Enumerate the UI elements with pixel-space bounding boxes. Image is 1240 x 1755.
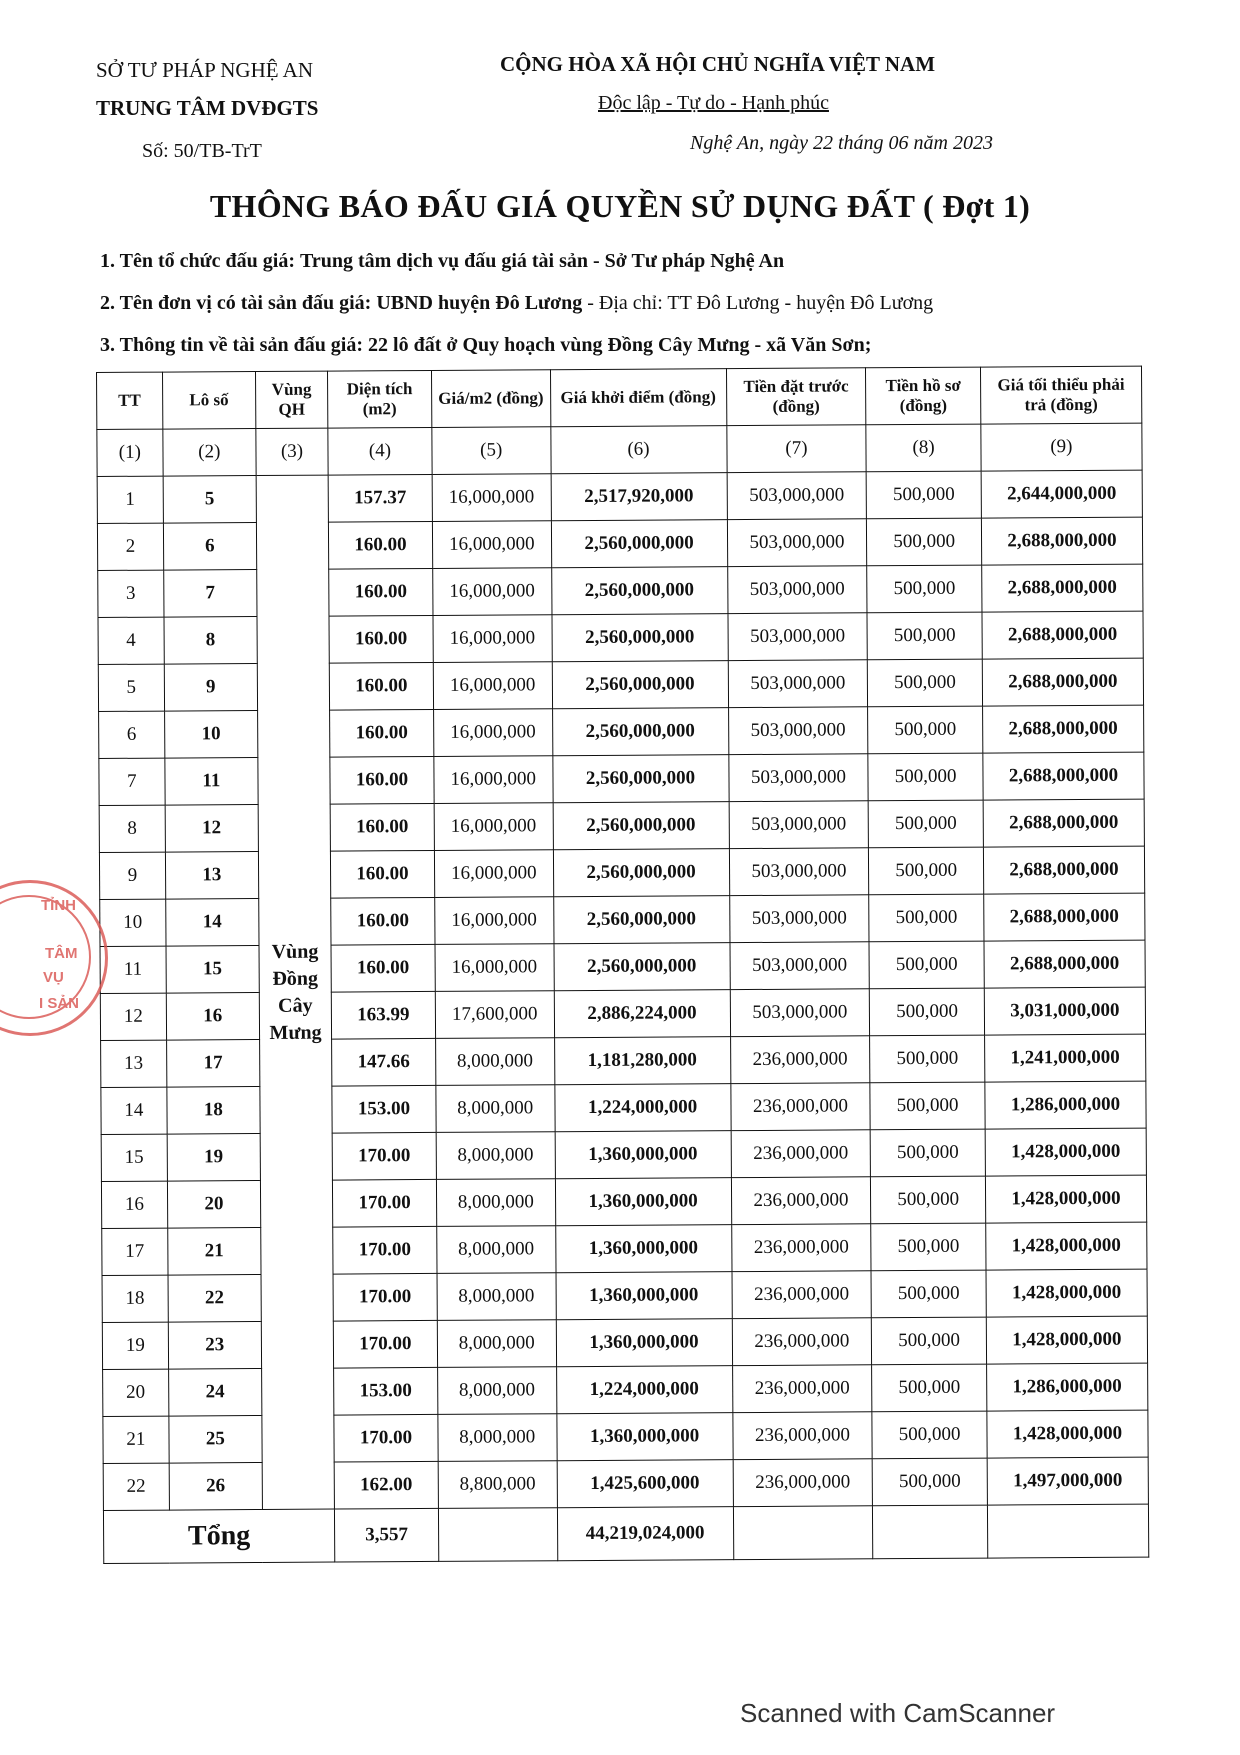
cell-min-pay: 1,428,000,000 [986,1222,1147,1270]
cell-start-price: 2,560,000,000 [552,755,728,803]
cell-deposit: 503,000,000 [729,895,869,943]
cell-min-pay: 2,688,000,000 [981,517,1142,565]
cell-deposit: 503,000,000 [727,613,867,661]
cell-tt: 3 [98,570,164,617]
table-row [102,1269,1147,1322]
table-row [101,1128,1146,1181]
table-header-row [97,366,1142,429]
cell-deposit: 236,000,000 [733,1459,873,1507]
cell-deposit: 503,000,000 [727,472,867,520]
cell-start-price: 1,224,000,000 [554,1084,730,1132]
cell-tt: 7 [99,758,165,805]
table-row [102,1316,1147,1369]
col-header: Diện tích (m2) [328,370,432,428]
info-line-1 [100,250,784,273]
cell-lot: 22 [168,1275,262,1323]
cell-min-pay: 2,688,000,000 [982,658,1143,706]
cell-tt: 21 [103,1416,169,1463]
cell-min-pay: 1,286,000,000 [986,1363,1147,1411]
col-number: (3) [256,428,328,475]
cell-lot: 17 [166,1040,260,1088]
cell-lot: 21 [167,1228,261,1276]
cell-tt: 10 [100,899,166,946]
cell-area: 170.00 [332,1179,436,1227]
cell-price: 16,000,000 [434,850,553,898]
cell-deposit: 503,000,000 [727,519,867,567]
total-empty-fee [873,1505,988,1559]
cell-price: 8,000,000 [438,1414,557,1462]
cell-deposit: 236,000,000 [732,1412,872,1460]
doc-number: Số: 50/TB-TrT [142,140,262,162]
cell-start-price: 2,560,000,000 [553,849,729,897]
nation-title: CỘNG HÒA XÃ HỘI CHỦ NGHĨA VIỆT NAM [500,52,936,76]
cell-start-price: 2,560,000,000 [552,661,728,709]
table-row [99,846,1144,899]
cell-fee: 500,000 [873,1458,988,1506]
cell-fee: 500,000 [868,753,983,801]
cell-deposit: 503,000,000 [729,942,869,990]
cell-min-pay: 2,688,000,000 [984,940,1145,988]
cell-area: 160.00 [328,521,432,569]
info-line-1-label: 1. Tên tổ chức đấu giá: [100,250,295,272]
cell-start-price: 1,360,000,000 [555,1178,731,1226]
cell-tt: 20 [103,1369,169,1416]
cell-tt: 8 [99,805,165,852]
cell-lot: 6 [163,523,257,571]
cell-start-price: 1,360,000,000 [556,1319,732,1367]
place-date: Nghệ An, ngày 22 tháng 06 năm 2023 [690,132,993,154]
table-body [97,470,1149,1563]
cell-deposit: 236,000,000 [730,1083,870,1131]
cell-min-pay: 1,497,000,000 [987,1457,1148,1505]
table-row [100,893,1145,946]
cell-zone: Vùng Đồng Cây Mưng [256,475,334,1509]
cell-deposit: 236,000,000 [732,1318,872,1366]
total-start-price: 44,219,024,000 [557,1507,733,1561]
cell-price: 16,000,000 [432,474,551,522]
cell-min-pay: 1,428,000,000 [987,1410,1148,1458]
col-header: Lô số [162,372,256,430]
cell-deposit: 236,000,000 [731,1130,871,1178]
cell-min-pay: 2,688,000,000 [982,564,1143,612]
col-header: Vùng QH [255,371,327,428]
cell-fee: 500,000 [869,847,984,895]
cell-fee: 500,000 [871,1223,986,1271]
cell-min-pay: 2,688,000,000 [983,752,1144,800]
cell-price: 8,000,000 [436,1085,555,1133]
cell-fee: 500,000 [870,988,985,1036]
cell-lot: 8 [164,617,258,665]
cell-price: 8,000,000 [436,1179,555,1227]
table-row [100,987,1145,1040]
table-row [103,1410,1148,1463]
total-empty-deposit [733,1506,873,1560]
col-header: Giá tối thiểu phải trả (đồng) [980,366,1142,424]
cell-area: 160.00 [330,803,434,851]
cell-price: 8,000,000 [435,1038,554,1086]
cell-fee: 500,000 [871,1129,986,1177]
cell-price: 16,000,000 [432,521,551,569]
stamp-text: I SẢN [39,995,80,1012]
info-line-2-value-rest: - Địa chỉ: TT Đô Lương - huyện Đô Lương [587,292,934,314]
col-number: (6) [550,426,726,474]
cell-lot: 20 [167,1181,261,1229]
info-line-3 [100,334,871,357]
cell-price: 16,000,000 [435,944,554,992]
cell-tt: 17 [102,1228,168,1275]
info-line-2-label: 2. Tên đơn vị có tài sản đấu giá: [100,292,372,314]
cell-start-price: 1,360,000,000 [556,1272,732,1320]
cell-price: 16,000,000 [433,662,552,710]
col-header: TT [97,372,163,429]
table-row [97,517,1142,570]
cell-min-pay: 1,428,000,000 [986,1269,1147,1317]
cell-fee: 500,000 [871,1176,986,1224]
stamp-text: TỈNH [41,897,76,914]
cell-min-pay: 2,644,000,000 [981,470,1142,518]
info-line-1-value: Trung tâm dịch vụ đấu giá tài sản - Sở Tư pháp Nghệ An [299,250,785,272]
total-label: Tổng [103,1509,334,1563]
cell-price: 8,800,000 [438,1461,557,1509]
table-row [98,611,1143,664]
cell-price: 8,000,000 [437,1367,556,1415]
col-number: (1) [97,429,163,476]
cell-min-pay: 2,688,000,000 [982,611,1143,659]
cell-tt: 1 [97,476,163,523]
cell-area: 160.00 [330,850,434,898]
table-row [101,1175,1146,1228]
cell-fee: 500,000 [869,800,984,848]
col-header: Giá/m2 (đồng) [431,370,550,428]
org-line-2: TRUNG TÂM DVĐGTS [96,96,319,120]
cell-start-price: 2,560,000,000 [553,896,729,944]
cell-start-price: 1,181,280,000 [554,1037,730,1085]
cell-tt: 6 [99,711,165,758]
motto: Độc lập - Tự do - Hạnh phúc [598,92,829,114]
cell-area: 160.00 [329,568,433,616]
cell-lot: 15 [166,946,260,994]
cell-fee: 500,000 [872,1411,987,1459]
cell-lot: 18 [167,1087,261,1135]
col-header: Tiền hồ sơ (đồng) [866,367,981,425]
cell-deposit: 503,000,000 [728,754,868,802]
col-number: (2) [163,429,257,477]
cell-start-price: 2,560,000,000 [553,802,729,850]
cell-area: 153.00 [332,1085,436,1133]
cell-fee: 500,000 [868,706,983,754]
cell-area: 160.00 [330,756,434,804]
info-line-3-text: 3. Thông tin về tài sản đấu giá: 22 lô đất ở Quy hoạch vùng Đồng Cây Mưng - xã Văn Sơn; [100,334,872,356]
cell-start-price: 2,517,920,000 [551,473,727,521]
table-row [99,799,1144,852]
cell-price: 16,000,000 [434,756,553,804]
cell-min-pay: 2,688,000,000 [982,705,1143,753]
cell-price: 16,000,000 [433,709,552,757]
auction-table [96,366,1149,1564]
cell-lot: 19 [167,1134,261,1182]
cell-tt: 5 [98,664,164,711]
cell-min-pay: 1,241,000,000 [984,1034,1145,1082]
cell-deposit: 503,000,000 [729,848,869,896]
cell-fee: 500,000 [871,1270,986,1318]
info-line-2-value-bold: UBND huyện Đô Lương [376,292,583,314]
cell-fee: 500,000 [867,565,982,613]
cell-price: 16,000,000 [434,803,553,851]
cell-start-price: 1,425,600,000 [557,1460,733,1508]
cell-area: 160.00 [329,662,433,710]
cell-area: 170.00 [333,1273,437,1321]
cell-tt: 2 [97,523,163,570]
cell-area: 153.00 [334,1367,438,1415]
cell-tt: 14 [101,1087,167,1134]
table-row [98,658,1143,711]
cell-area: 163.99 [331,991,435,1039]
cell-lot: 26 [169,1463,263,1511]
cell-area: 160.00 [329,615,433,663]
cell-lot: 16 [166,993,260,1041]
cell-lot: 7 [163,570,257,618]
cell-min-pay: 1,428,000,000 [985,1175,1146,1223]
cell-area: 157.37 [328,474,432,522]
red-stamp [0,880,108,1036]
cell-price: 8,000,000 [437,1226,556,1274]
cell-lot: 5 [163,476,257,524]
cell-deposit: 236,000,000 [731,1224,871,1272]
table-row [99,752,1144,805]
cell-deposit: 236,000,000 [731,1177,871,1225]
cell-lot: 23 [168,1322,262,1370]
table-row [103,1457,1148,1510]
cell-fee: 500,000 [872,1317,987,1365]
cell-tt: 15 [101,1134,167,1181]
cell-start-price: 2,560,000,000 [551,567,727,615]
col-header: Giá khởi điểm (đồng) [550,369,726,427]
cell-start-price: 2,560,000,000 [552,614,728,662]
table-row [98,564,1143,617]
cell-deposit: 503,000,000 [729,801,869,849]
cell-area: 147.66 [332,1038,436,1086]
cell-area: 170.00 [333,1226,437,1274]
cell-lot: 25 [169,1416,263,1464]
cell-deposit: 503,000,000 [728,707,868,755]
table-row [102,1222,1147,1275]
cell-lot: 9 [164,664,258,712]
cell-price: 16,000,000 [433,568,552,616]
cell-start-price: 2,560,000,000 [551,520,727,568]
cell-fee: 500,000 [868,659,983,707]
cell-fee: 500,000 [869,941,984,989]
cell-min-pay: 1,428,000,000 [986,1316,1147,1364]
cell-tt: 13 [101,1040,167,1087]
cell-tt: 16 [101,1181,167,1228]
cell-fee: 500,000 [870,1082,985,1130]
cell-lot: 11 [165,758,259,806]
total-empty-price [438,1508,557,1562]
org-line-1: SỞ TƯ PHÁP NGHỆ AN [96,58,313,82]
cell-fee: 500,000 [867,471,982,519]
cell-area: 160.00 [331,944,435,992]
total-row [103,1504,1148,1563]
cell-area: 170.00 [334,1414,438,1462]
info-line-2 [100,292,933,315]
cell-deposit: 503,000,000 [730,989,870,1037]
camscanner-watermark: Scanned with CamScanner [740,1698,1056,1728]
table-row [99,705,1144,758]
cell-price: 16,000,000 [433,615,552,663]
col-number: (5) [432,427,551,475]
cell-area: 162.00 [334,1461,438,1509]
cell-area: 160.00 [330,709,434,757]
cell-price: 17,600,000 [435,991,554,1039]
cell-price: 8,000,000 [437,1273,556,1321]
cell-min-pay: 1,286,000,000 [985,1081,1146,1129]
cell-price: 16,000,000 [435,897,554,945]
cell-area: 170.00 [333,1320,437,1368]
page-title: THÔNG BÁO ĐẤU GIÁ QUYỀN SỬ DỤNG ĐẤT ( Đợt 1) [209,188,1031,224]
cell-min-pay: 1,428,000,000 [985,1128,1146,1176]
cell-deposit: 236,000,000 [730,1036,870,1084]
cell-tt: 18 [102,1275,168,1322]
col-number: (4) [328,427,432,475]
col-number: (8) [866,424,981,472]
cell-tt: 4 [98,617,164,664]
total-empty-min [987,1504,1148,1558]
col-header: Tiền đặt trước (đồng) [726,368,866,426]
cell-start-price: 2,886,224,000 [554,990,730,1038]
cell-start-price: 1,224,000,000 [556,1366,732,1414]
stamp-text: VỤ [43,969,64,986]
stamp-text: TÂM [45,945,78,962]
cell-lot: 10 [164,711,258,759]
cell-start-price: 1,360,000,000 [555,1225,731,1273]
table-row [97,470,1142,523]
cell-fee: 500,000 [867,518,982,566]
col-number: (9) [981,423,1142,471]
table-colnum-row [97,423,1142,476]
total-area: 3,557 [334,1508,438,1562]
cell-tt: 9 [99,852,165,899]
cell-lot: 13 [165,852,259,900]
table-row [103,1363,1148,1416]
table-row [101,1081,1146,1134]
cell-tt: 22 [103,1463,169,1510]
cell-tt: 19 [102,1322,168,1369]
cell-start-price: 1,360,000,000 [555,1131,731,1179]
cell-start-price: 2,560,000,000 [552,708,728,756]
cell-price: 8,000,000 [436,1132,555,1180]
cell-min-pay: 2,688,000,000 [983,846,1144,894]
cell-area: 160.00 [331,897,435,945]
cell-lot: 24 [168,1369,262,1417]
cell-area: 170.00 [332,1132,436,1180]
cell-fee: 500,000 [869,894,984,942]
cell-price: 8,000,000 [437,1320,556,1368]
cell-deposit: 503,000,000 [728,660,868,708]
cell-lot: 12 [165,805,259,853]
cell-tt: 12 [100,993,166,1040]
col-number: (7) [726,425,866,473]
cell-deposit: 236,000,000 [732,1271,872,1319]
cell-deposit: 236,000,000 [732,1365,872,1413]
cell-fee: 500,000 [867,612,982,660]
cell-lot: 14 [165,899,259,947]
cell-start-price: 1,360,000,000 [556,1413,732,1461]
cell-start-price: 2,560,000,000 [554,943,730,991]
cell-deposit: 503,000,000 [727,566,867,614]
cell-fee: 500,000 [872,1364,987,1412]
cell-min-pay: 2,688,000,000 [983,799,1144,847]
table-row [100,940,1145,993]
cell-min-pay: 2,688,000,000 [984,893,1145,941]
cell-min-pay: 3,031,000,000 [984,987,1145,1035]
cell-tt: 11 [100,946,166,993]
cell-fee: 500,000 [870,1035,985,1083]
table-row [101,1034,1146,1087]
